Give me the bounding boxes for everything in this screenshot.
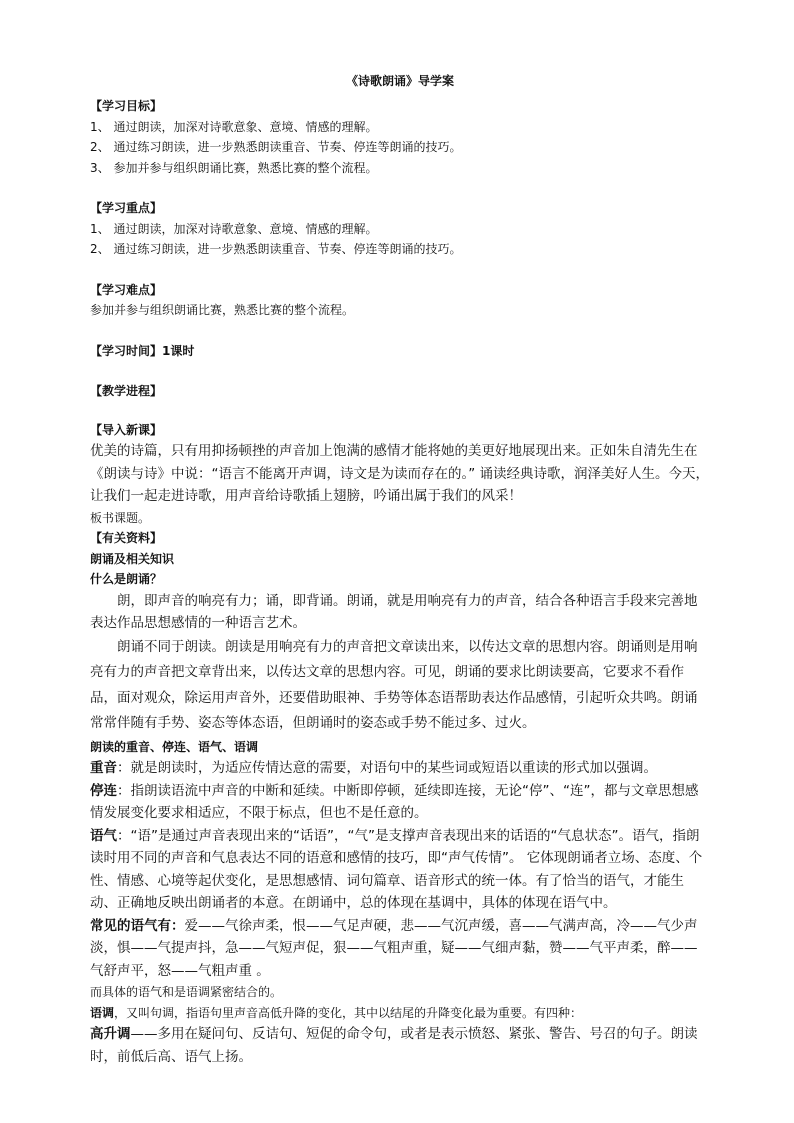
intro-section: [90, 420, 710, 529]
document-title: 《诗歌朗诵》导学案: [345, 74, 454, 88]
stress-text: ：就是朗读时，为适应传情达意的需要，对语句中的某些词或短语以重读的形式加以强调。: [117, 760, 657, 776]
stress-paragraph: [90, 757, 710, 780]
pause-label: 停连: [90, 782, 117, 799]
common-tones-paragraph: [90, 915, 710, 983]
materials-section: [90, 528, 710, 737]
key-points: [90, 198, 710, 260]
difficulties: [90, 280, 710, 321]
document-page: [90, 74, 710, 1068]
tone-label: 语气: [90, 827, 117, 844]
objective-item: 1、 通过朗读，加深对诗歌意象、意境、情感的理解。: [90, 119, 378, 134]
recitation-definition: 朗，即声音的响亮有力；诵，即背诵。朗诵，就是用响亮有力的声音，结合各种语言手段来完善地表达作品思想感情的一种语言艺术。: [90, 592, 698, 631]
stress-label: 重音: [90, 760, 117, 776]
key-points-heading: 【学习重点】: [90, 201, 163, 215]
intro-paragraph: 优美的诗篇，只有用抑扬顿挫的声音加上饱满的感情才能将她的美更好地展现出来。正如朱自清先生在《朗读与诗》中说：“语言不能离开声调，诗文是为读而存在的。” 诵读经典诗歌，润泽美好人生。今天，让我们一起走进诗歌，用声音给诗歌插上翅膀，吟诵出属于我们的风采！: [90, 443, 710, 504]
materials-heading: 【有关资料】: [90, 531, 163, 545]
rising-tone-paragraph: [90, 1023, 710, 1068]
key-point-item: 1、 通过朗读，加深对诗歌意象、意境、情感的理解。: [90, 221, 378, 236]
intonation-text: ，又叫句调，指语句里声音高低升降的变化，其中以结尾的升降变化最为重要。有四种：: [114, 1005, 583, 1020]
study-time-heading: 【学习时间】1课时: [90, 343, 195, 358]
common-tones-label: 常见的语气有：: [90, 917, 185, 934]
teaching-process-heading: 【教学进程】: [90, 384, 163, 398]
rising-tone-text: ——多用在疑问句、反诘句、短促的命令句，或者是表示愤怒、紧张、警告、号召的句子。朗读时，前低后高、语气上扬。: [90, 1026, 698, 1065]
materials-subheading: 朗诵及相关知识: [90, 551, 175, 566]
pause-paragraph: [90, 780, 710, 825]
intonation-label: 语调: [90, 1005, 115, 1020]
techniques-section: [90, 737, 710, 1069]
techniques-heading: 朗读的重音、停连、语气、语调: [90, 739, 259, 754]
tone-paragraph: [90, 825, 710, 915]
learning-objectives: [90, 96, 710, 178]
objective-item: 2、 通过练习朗读，进一步熟悉朗读重音、节奏、停连等朗诵的技巧。: [90, 140, 462, 154]
tone-text: ：“语”是通过声音表现出来的“话语”，“气”是支撑声音表现出来的话语的“气息状态”。语气，指朗读时用不同的声音和气息表达不同的语意和感情的技巧，即“声气传情”。 它体现朗诵者立场、态度、个性、情感、心境等起伏变化，是思想感情、词句篇章、语音形式的统一体。有了恰当的语气，才能生动、正确地反映出朗诵者的本意。在朗诵中，总的体现在基调中，具体的体现在语气中。: [90, 827, 703, 911]
intro-heading: 【导入新课】: [90, 422, 163, 437]
pause-text: ：指朗读语流中声音的中断和延续。中断即停顿，延续即连接，无论“停”、“连”，都与文章思想感情发展变化要求相适应，不限于标点，但也不是任意的。: [90, 782, 699, 821]
tone-intonation-note: 而具体的语气和是语调紧密结合的。: [90, 985, 283, 999]
what-is-recitation-question: 什么是朗诵？: [90, 572, 163, 586]
recitation-vs-reading: 朗诵不同于朗读。朗读是用响亮有力的声音把文章读出来，以传达文章的思想内容。朗诵则是用响亮有力的声音把文章背出来，以传达文章的思想内容。可见，朗诵的要求比朗读要高，它要求不看作品，面对观众，除运用声音外，还要借助眼神、手势等体态语帮助表达作品感情，引起听众共鸣。朗诵常常伴随有手势、姿态等体态语，但朗诵时的姿态或手势不能过多、过火。: [90, 638, 698, 731]
key-point-item: 2、 通过练习朗读，进一步熟悉朗读重音、节奏、停连等朗诵的技巧。: [90, 242, 462, 256]
objective-item: 3、 参加并参与组织朗诵比赛，熟悉比赛的整个流程。: [90, 160, 378, 175]
objectives-heading: 【学习目标】: [90, 99, 163, 113]
difficulties-heading: 【学习难点】: [90, 282, 163, 297]
difficulties-text: 参加并参与组织朗诵比赛，熟悉比赛的整个流程。: [90, 303, 355, 317]
common-tones-text: 爱——气徐声柔，恨——气足声硬，悲——气沉声缓，喜——气满声高，冷——气少声淡，惧——气提声抖，急——气短声促，狠——气粗声重，疑——气细声黏，赞——气平声柔，醉——气舒声平，怒——气粗声重 。: [90, 917, 698, 979]
intonation-paragraph: [90, 1003, 710, 1024]
rising-tone-label: 高升调: [90, 1026, 131, 1042]
board-note: 板书课题。: [90, 510, 151, 525]
